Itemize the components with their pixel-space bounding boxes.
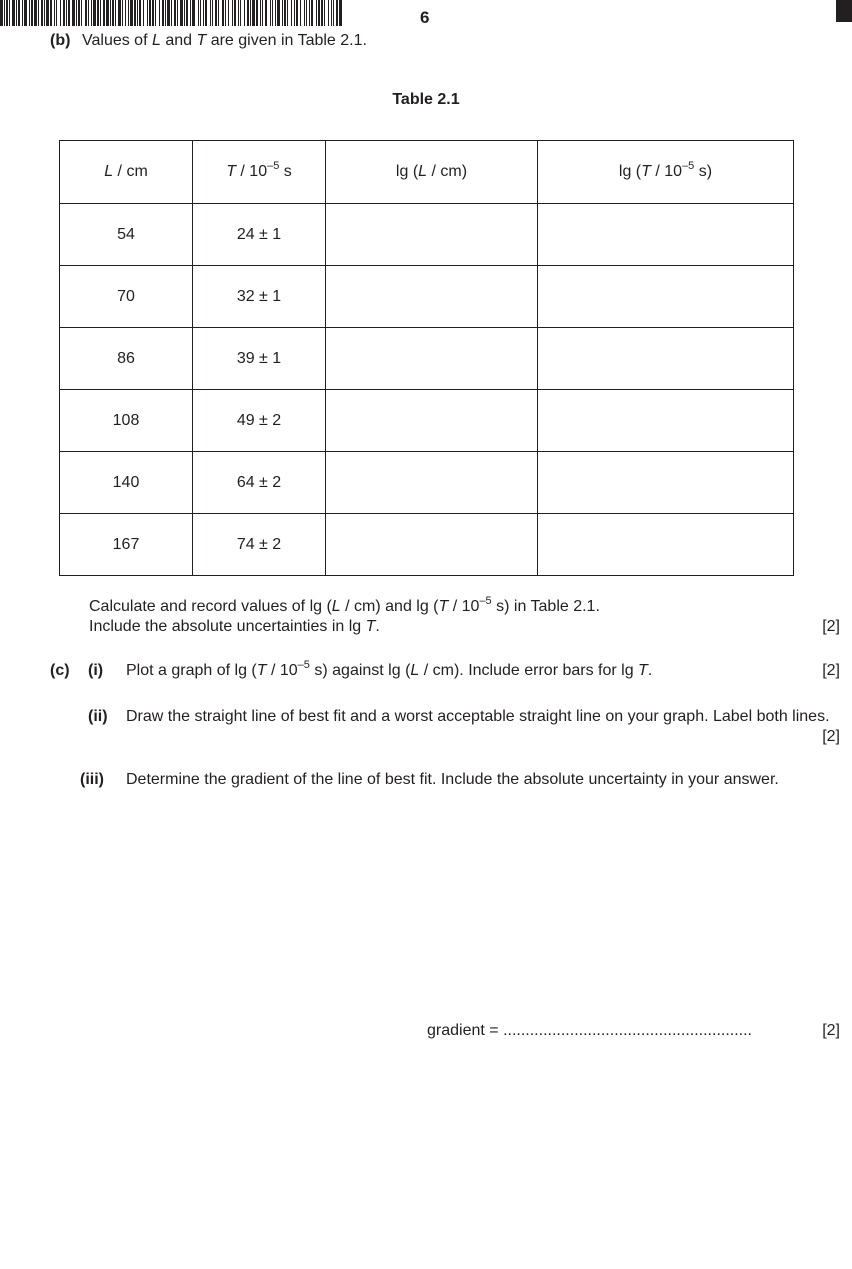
question-c-iii-text: Determine the gradient of the line of best fit. Include the absolute uncertainty in your answer. (126, 771, 779, 788)
header-lgL (326, 141, 538, 204)
var-T: T (196, 32, 207, 49)
cell-T: 64 ± 2 (193, 452, 326, 514)
header-unit: s (279, 163, 292, 180)
part-b-intro (50, 32, 367, 50)
gradient-label: gradient = (427, 1022, 504, 1039)
header-var: T (226, 163, 236, 180)
question-text: / cm). Include error bars for lg (419, 662, 639, 679)
cell-lgT-input[interactable] (538, 514, 794, 576)
cell-L: 167 (60, 514, 193, 576)
cell-lgT-input[interactable] (538, 204, 794, 266)
question-text: / 10 (266, 662, 298, 679)
cell-T: 74 ± 2 (193, 514, 326, 576)
gradient-answer-field[interactable]: ........................................................ (503, 1022, 752, 1039)
header-lgT (538, 141, 794, 204)
cell-L: 86 (60, 328, 193, 390)
header-exponent: –5 (267, 160, 280, 172)
var-T: T (365, 618, 376, 635)
cell-lgT-input[interactable] (538, 328, 794, 390)
gradient-answer-line (427, 1021, 752, 1041)
question-text: s) against lg ( (309, 662, 411, 679)
question-c-ii-text: Draw the straight line of best fit and a worst acceptable straight line on your graph. Label both lines. (126, 708, 830, 725)
mark-allocation: [2] (822, 618, 840, 635)
var-L: L (151, 32, 161, 49)
var-T: T (256, 662, 267, 679)
calc-instructions (89, 597, 600, 637)
cell-lgT-input[interactable] (538, 390, 794, 452)
header-unit: / cm (113, 163, 148, 180)
cell-T: 32 ± 1 (193, 266, 326, 328)
var-T: T (638, 662, 648, 679)
table-row (60, 390, 794, 452)
header-unit: / 10 (650, 163, 683, 180)
mark-allocation: [2] (822, 1022, 840, 1039)
calc-line-1 (89, 597, 600, 617)
calc-text: / 10 (448, 598, 480, 615)
cell-lgT-input[interactable] (538, 452, 794, 514)
question-text: . (647, 662, 653, 679)
table-row (60, 266, 794, 328)
page-number: 6 (420, 8, 430, 27)
cell-T: 39 ± 1 (193, 328, 326, 390)
cell-lgT-input[interactable] (538, 266, 794, 328)
cell-T: 49 ± 2 (193, 390, 326, 452)
part-b-label: (b) (50, 32, 71, 49)
header-text: lg ( (618, 163, 642, 180)
cell-L: 70 (60, 266, 193, 328)
subpart-i-label: (i) (88, 662, 104, 679)
question-text: Plot a graph of lg ( (126, 662, 257, 679)
header-exponent: –5 (682, 160, 695, 172)
mark-allocation: [2] (822, 662, 840, 679)
header-unit: s) (694, 163, 713, 180)
table-row (60, 452, 794, 514)
cell-L: 54 (60, 204, 193, 266)
cell-lgL-input[interactable] (326, 204, 538, 266)
cell-lgL-input[interactable] (326, 390, 538, 452)
cell-lgL-input[interactable] (326, 266, 538, 328)
table-row (60, 514, 794, 576)
table-row (60, 204, 794, 266)
cell-L: 140 (60, 452, 193, 514)
table-title: Table 2.1 (392, 91, 460, 108)
subpart-ii-label: (ii) (88, 708, 108, 725)
question-c-i (50, 661, 652, 681)
calc-text: Calculate and record values of lg ( (89, 598, 332, 615)
part-b-text: are given in Table 2.1. (206, 32, 367, 49)
calc-text: / cm) and lg ( (340, 598, 439, 615)
table-row (60, 328, 794, 390)
header-text: lg ( (395, 163, 419, 180)
cell-lgL-input[interactable] (326, 328, 538, 390)
corner-registration-mark (836, 0, 852, 22)
part-b-text: Values of (82, 32, 152, 49)
cell-lgL-input[interactable] (326, 452, 538, 514)
header-text: / cm) (427, 163, 468, 180)
mark-allocation: [2] (822, 728, 840, 745)
calc-text: Include the absolute uncertainties in lg (89, 618, 366, 635)
data-table (59, 140, 794, 576)
part-b-text: and (160, 32, 197, 49)
calc-text: . (375, 618, 380, 635)
header-var: L (418, 163, 428, 180)
part-c-label: (c) (50, 662, 70, 679)
header-T (193, 141, 326, 204)
var-T: T (438, 598, 449, 615)
header-unit: / 10 (235, 163, 268, 180)
calc-text: s) in Table 2.1. (491, 598, 600, 615)
exponent: –5 (297, 659, 310, 671)
var-L: L (410, 662, 420, 679)
header-L (60, 141, 193, 204)
cell-L: 108 (60, 390, 193, 452)
exponent: –5 (479, 595, 492, 607)
table-header-row (60, 141, 794, 204)
var-L: L (331, 598, 341, 615)
header-var: T (641, 163, 651, 180)
calc-line-2 (89, 617, 600, 637)
barcode (0, 0, 342, 26)
cell-T: 24 ± 1 (193, 204, 326, 266)
cell-lgL-input[interactable] (326, 514, 538, 576)
subpart-iii-label: (iii) (80, 771, 104, 788)
header-var: L (104, 163, 114, 180)
